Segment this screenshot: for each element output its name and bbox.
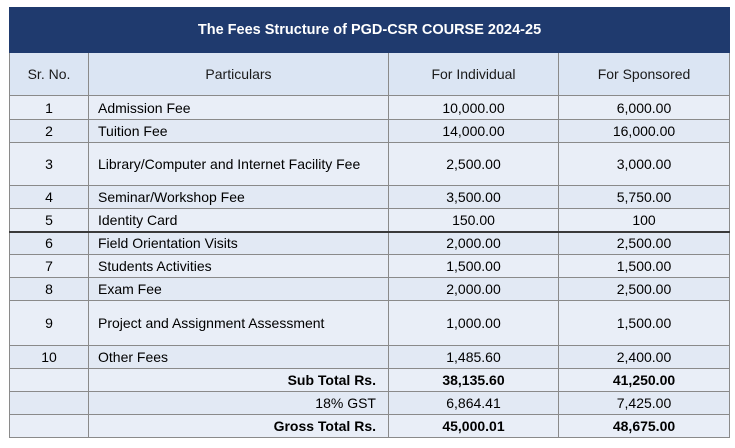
cell-individual: 150.00 <box>389 209 559 232</box>
cell-sr: 9 <box>10 301 89 346</box>
cell-sponsored: 2,500.00 <box>559 278 730 301</box>
cell-particular: Project and Assignment Assessment <box>89 301 389 346</box>
table-row <box>10 346 730 369</box>
table-row <box>10 96 730 120</box>
header-row <box>10 53 730 96</box>
cell-sr: 2 <box>10 120 89 143</box>
cell-individual: 3,500.00 <box>389 186 559 209</box>
cell-individual: 2,000.00 <box>389 232 559 255</box>
gst-individual: 6,864.41 <box>389 392 559 415</box>
cell-empty <box>10 415 89 438</box>
gst-label: 18% GST <box>89 392 389 415</box>
table-row <box>10 120 730 143</box>
cell-particular: Field Orientation Visits <box>89 232 389 255</box>
cell-particular: Exam Fee <box>89 278 389 301</box>
gross-total-individual: 45,000.01 <box>389 415 559 438</box>
cell-individual: 1,485.60 <box>389 346 559 369</box>
cell-sr: 5 <box>10 209 89 232</box>
table-row <box>10 186 730 209</box>
cell-individual: 10,000.00 <box>389 96 559 120</box>
fees-table-container <box>9 7 729 438</box>
cell-particular: Library/Computer and Internet Facility Fee <box>89 143 389 186</box>
cell-particular: Seminar/Workshop Fee <box>89 186 389 209</box>
cell-empty <box>10 392 89 415</box>
cell-particular: Other Fees <box>89 346 389 369</box>
cell-sponsored: 1,500.00 <box>559 255 730 278</box>
subtotal-individual: 38,135.60 <box>389 369 559 392</box>
cell-particular: Students Activities <box>89 255 389 278</box>
gross-total-row <box>10 415 730 438</box>
title-row <box>10 8 730 53</box>
table-row <box>10 232 730 255</box>
cell-sponsored: 2,500.00 <box>559 232 730 255</box>
cell-individual: 2,500.00 <box>389 143 559 186</box>
gross-total-label: Gross Total Rs. <box>89 415 389 438</box>
table-title: The Fees Structure of PGD-CSR COURSE 2024-25 <box>10 8 730 53</box>
cell-sr: 3 <box>10 143 89 186</box>
table-row <box>10 143 730 186</box>
cell-sponsored: 100 <box>559 209 730 232</box>
gst-row <box>10 392 730 415</box>
cell-sponsored: 5,750.00 <box>559 186 730 209</box>
fees-table <box>9 7 730 438</box>
table-row <box>10 301 730 346</box>
cell-empty <box>10 369 89 392</box>
table-row <box>10 209 730 232</box>
header-sr-no: Sr. No. <box>10 53 89 96</box>
cell-sr: 6 <box>10 232 89 255</box>
header-particulars: Particulars <box>89 53 389 96</box>
cell-individual: 14,000.00 <box>389 120 559 143</box>
subtotal-label: Sub Total Rs. <box>89 369 389 392</box>
cell-sr: 1 <box>10 96 89 120</box>
table-row <box>10 278 730 301</box>
cell-sponsored: 1,500.00 <box>559 301 730 346</box>
subtotal-sponsored: 41,250.00 <box>559 369 730 392</box>
cell-sr: 4 <box>10 186 89 209</box>
cell-particular: Admission Fee <box>89 96 389 120</box>
gst-sponsored: 7,425.00 <box>559 392 730 415</box>
cell-sponsored: 2,400.00 <box>559 346 730 369</box>
cell-individual: 2,000.00 <box>389 278 559 301</box>
cell-sponsored: 16,000.00 <box>559 120 730 143</box>
header-for-individual: For Individual <box>389 53 559 96</box>
cell-particular: Identity Card <box>89 209 389 232</box>
gross-total-sponsored: 48,675.00 <box>559 415 730 438</box>
cell-particular: Tuition Fee <box>89 120 389 143</box>
cell-sponsored: 6,000.00 <box>559 96 730 120</box>
subtotal-row <box>10 369 730 392</box>
cell-sr: 7 <box>10 255 89 278</box>
table-row <box>10 255 730 278</box>
cell-sr: 10 <box>10 346 89 369</box>
cell-individual: 1,000.00 <box>389 301 559 346</box>
cell-sponsored: 3,000.00 <box>559 143 730 186</box>
cell-sr: 8 <box>10 278 89 301</box>
cell-individual: 1,500.00 <box>389 255 559 278</box>
header-for-sponsored: For Sponsored <box>559 53 730 96</box>
